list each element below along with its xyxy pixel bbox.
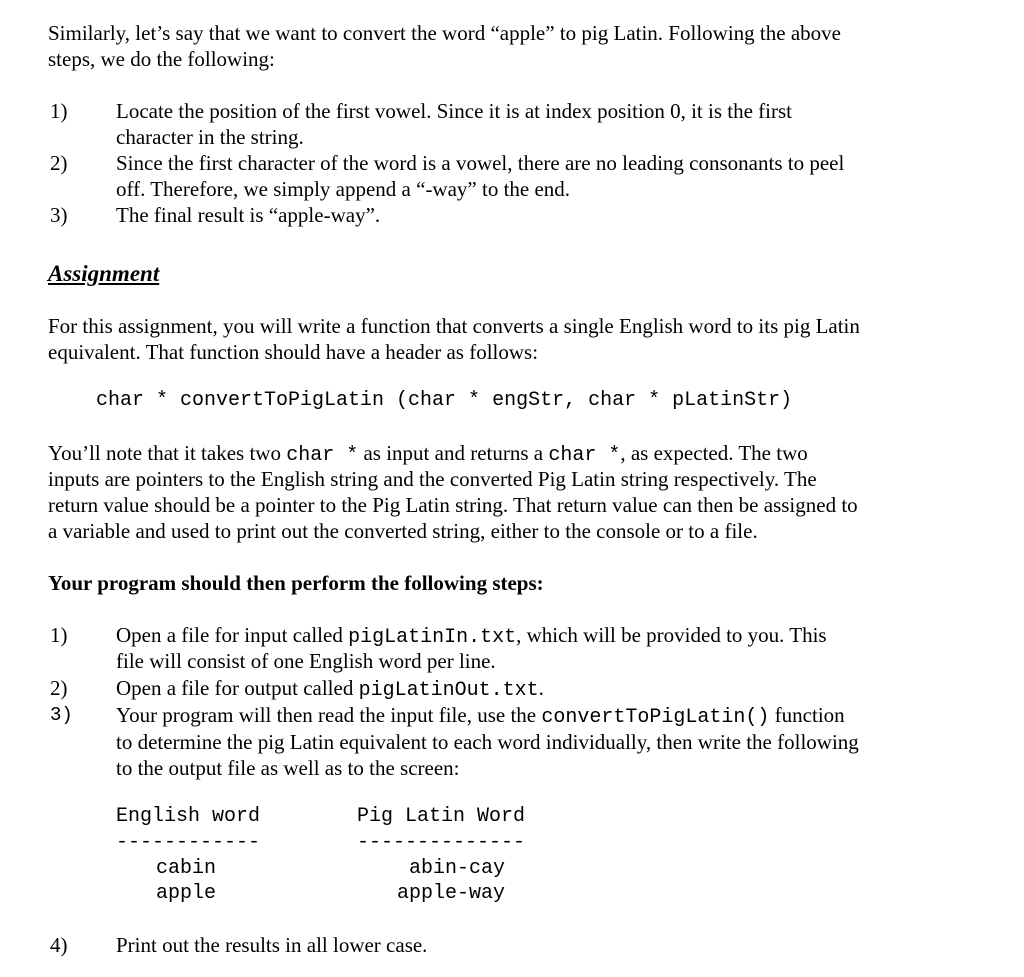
task1-text-a: Open a file for input called (116, 623, 349, 647)
task1-text-b: , which will be provided to you. This (516, 623, 827, 647)
assignment-para-line-2: equivalent. That function should have a header as follows: (48, 340, 539, 364)
step2-number: 2) (50, 151, 68, 175)
table-rule-english: ------------ (116, 831, 261, 854)
task4-line-1: Print out the results in all lower case. (116, 933, 428, 957)
table-header-english: English word (116, 805, 261, 828)
task2-code-filename: pigLatinOut.txt (358, 679, 539, 702)
table-row-2-pig-latin: apple-way (397, 882, 506, 905)
table-row-1-english: cabin (156, 857, 217, 880)
step2-line-1: Since the first character of the word is a vowel, there are no leading consonants to peel (116, 151, 845, 175)
task3-line-3: to the output file as well as to the screen: (116, 756, 460, 780)
note-code-char-ptr-2: char * (548, 444, 621, 467)
assignment-para-line-1: For this assignment, you will write a function that converts a single English word to its pig Latin (48, 314, 860, 338)
intro-line-2: steps, we do the following: (48, 47, 275, 71)
assignment-heading: Assignment (48, 261, 160, 286)
task3-number: 3) (50, 704, 73, 726)
task2-number: 2) (50, 676, 68, 700)
note-para-line-3: return value should be a pointer to the Pig Latin string. That return value can then be assigned to (48, 493, 858, 517)
step1-line-1: Locate the position of the first vowel. Since it is at index position 0, it is the first (116, 99, 792, 123)
table-header-pig-latin: Pig Latin Word (357, 805, 526, 828)
note-para-line-4: a variable and used to print out the converted string, either to the console or to a file. (48, 519, 758, 543)
task4-number: 4) (50, 933, 68, 957)
task3-text-b: function (769, 703, 845, 727)
task1-number: 1) (50, 623, 68, 647)
task2-text-b: . (538, 676, 544, 700)
intro-line-1: Similarly, let’s say that we want to convert the word “apple” to pig Latin. Following the above (48, 21, 841, 45)
note-text-b: as input and returns a (358, 441, 549, 465)
task2-text-a: Open a file for output called (116, 676, 359, 700)
task3-line-1 (116, 702, 845, 731)
step3-line-1: The final result is “apple-way”. (116, 203, 381, 227)
step1-line-2: character in the string. (116, 125, 304, 149)
step2-line-2: off. Therefore, we simply append a “-way” to the end. (116, 177, 571, 201)
note-code-char-ptr-1: char * (286, 444, 359, 467)
table-row-2-english: apple (156, 882, 217, 905)
note-text-c: , as expected. The two (620, 441, 808, 465)
note-para-line-1 (48, 440, 808, 469)
task1-line-2: file will consist of one English word per line. (116, 649, 496, 673)
steps-heading: Your program should then perform the following steps: (48, 571, 544, 595)
table-row-1-pig-latin: abin-cay (409, 857, 506, 880)
note-para-line-2: inputs are pointers to the English string and the converted Pig Latin string respectively. The (48, 467, 817, 491)
task3-code-function: convertToPigLatin() (541, 706, 770, 729)
step3-number: 3) (50, 203, 68, 227)
task1-line-1 (116, 622, 827, 651)
function-header-code: char * convertToPigLatin (char * engStr, char * pLatinStr) (96, 389, 793, 412)
step1-number: 1) (50, 99, 68, 123)
note-text-a: You’ll note that it takes two (48, 441, 287, 465)
task3-line-2: to determine the pig Latin equivalent to each word individually, then write the following (116, 730, 859, 754)
task3-text-a: Your program will then read the input file, use the (116, 703, 542, 727)
task2-line-1 (116, 675, 544, 704)
task1-code-filename: pigLatinIn.txt (348, 626, 517, 649)
table-rule-pig-latin: -------------- (357, 831, 526, 854)
